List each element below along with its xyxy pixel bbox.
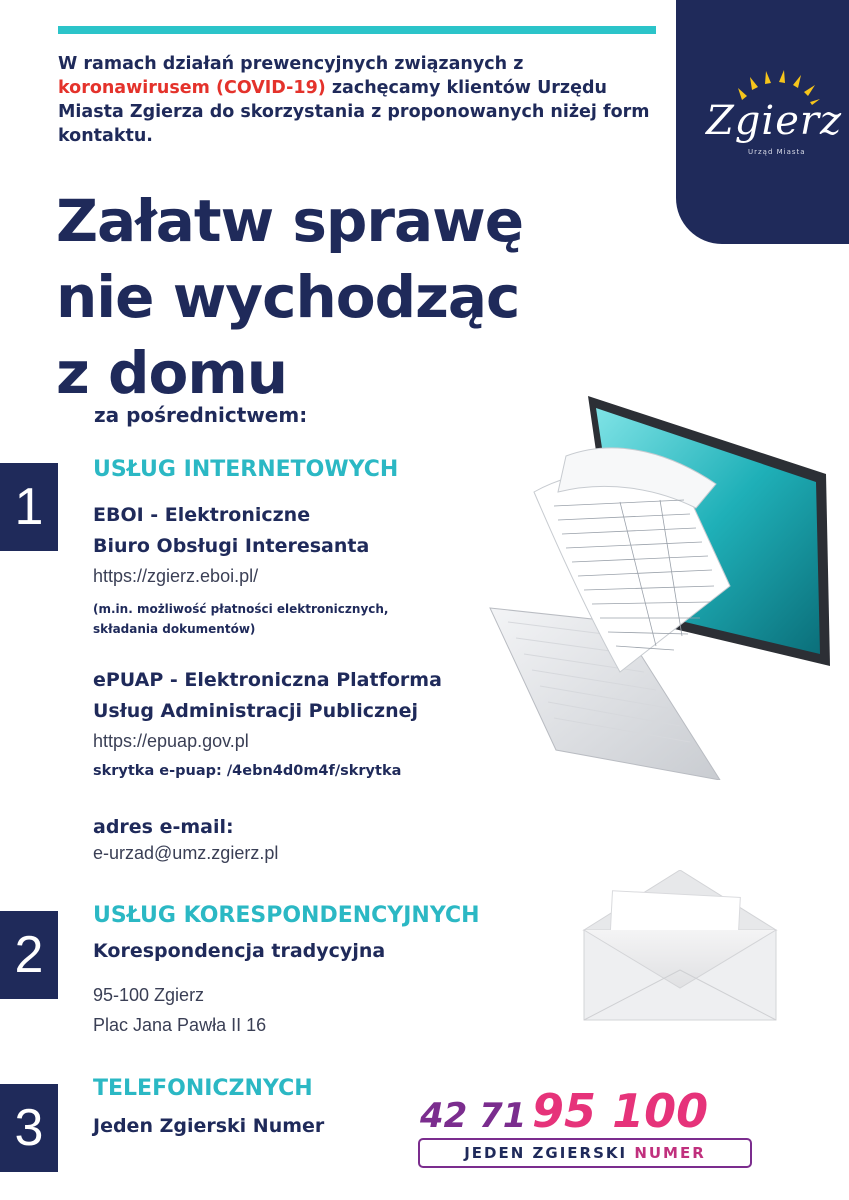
intro-text xyxy=(58,52,668,148)
phone-tagline xyxy=(418,1138,752,1168)
eboi-link[interactable]: https://zgierz.eboi.pl/ xyxy=(93,566,259,586)
intro-highlight: koronawirusem (COVID-19) xyxy=(58,78,326,98)
section-2-subtitle: Korespondencja tradycyjna xyxy=(93,940,386,962)
section-3-subtitle: Jeden Zgierski Numer xyxy=(93,1115,325,1137)
top-accent-bar xyxy=(58,26,656,34)
epuap-title-line-2: Usług Administracji Publicznej xyxy=(93,700,418,722)
section-1-number: 1 xyxy=(0,463,58,551)
epuap-title-line-1: ePUAP - Elektroniczna Platforma xyxy=(93,669,442,691)
logo-panel xyxy=(676,0,849,244)
headline xyxy=(56,183,523,411)
intro-part2: zachęcamy klientów Urzędu Miasta Zgierza do skorzystania z proponowanych niżej form kontaktu. xyxy=(58,78,650,146)
section-3-number: 3 xyxy=(0,1084,58,1172)
eboi-block xyxy=(93,500,369,562)
epuap-link[interactable]: https://epuap.gov.pl xyxy=(93,731,249,751)
phone-tag-part-2: NUMER xyxy=(634,1144,706,1162)
section-1-title: USŁUG INTERNETOWYCH xyxy=(93,457,399,482)
phone-prefix: 42 71 xyxy=(420,1096,527,1136)
eboi-title-line-1: EBOI - Elektroniczne xyxy=(93,504,311,526)
laptop-illustration xyxy=(470,396,832,780)
address-line-2: Plac Jana Pawła II 16 xyxy=(93,1015,267,1035)
eboi-note-line-1: (m.in. możliwość płatności elektronicznych, xyxy=(93,602,389,616)
epuap-block xyxy=(93,665,442,727)
headline-line-2: nie wychodząc xyxy=(56,263,520,331)
eboi-title-line-2: Biuro Obsługi Interesanta xyxy=(93,535,370,557)
section-2-number: 2 xyxy=(0,911,58,999)
address-line-1: 95-100 Zgierz xyxy=(93,985,205,1005)
logo-subtitle: Urząd Miasta xyxy=(748,148,806,156)
epuap-skrytka: skrytka e-puap: /4ebn4d0m4f/skrytka xyxy=(93,763,402,779)
intro-part1: W ramach działań prewencyjnych związanych z xyxy=(58,54,524,74)
headline-line-3: z domu xyxy=(56,339,288,407)
logo-wordmark: Zgierz xyxy=(706,98,843,144)
section-3-title: TELEFONICZNYCH xyxy=(93,1076,313,1101)
email-label: adres e-mail: xyxy=(93,816,234,838)
email-link[interactable]: e-urzad@umz.zgierz.pl xyxy=(93,843,279,863)
phone-tag-part-1: JEDEN ZGIERSKI xyxy=(464,1144,635,1162)
section-2-title: USŁUG KORESPONDENCYJNYCH xyxy=(93,903,480,928)
eboi-note-line-2: składania dokumentów) xyxy=(93,622,256,636)
headline-line-1: Załatw sprawę xyxy=(56,187,524,255)
via-label: za pośrednictwem: xyxy=(94,403,308,427)
phone-main: 95 100 xyxy=(532,1084,709,1138)
envelope-illustration xyxy=(580,870,780,1030)
eboi-note xyxy=(93,599,388,639)
